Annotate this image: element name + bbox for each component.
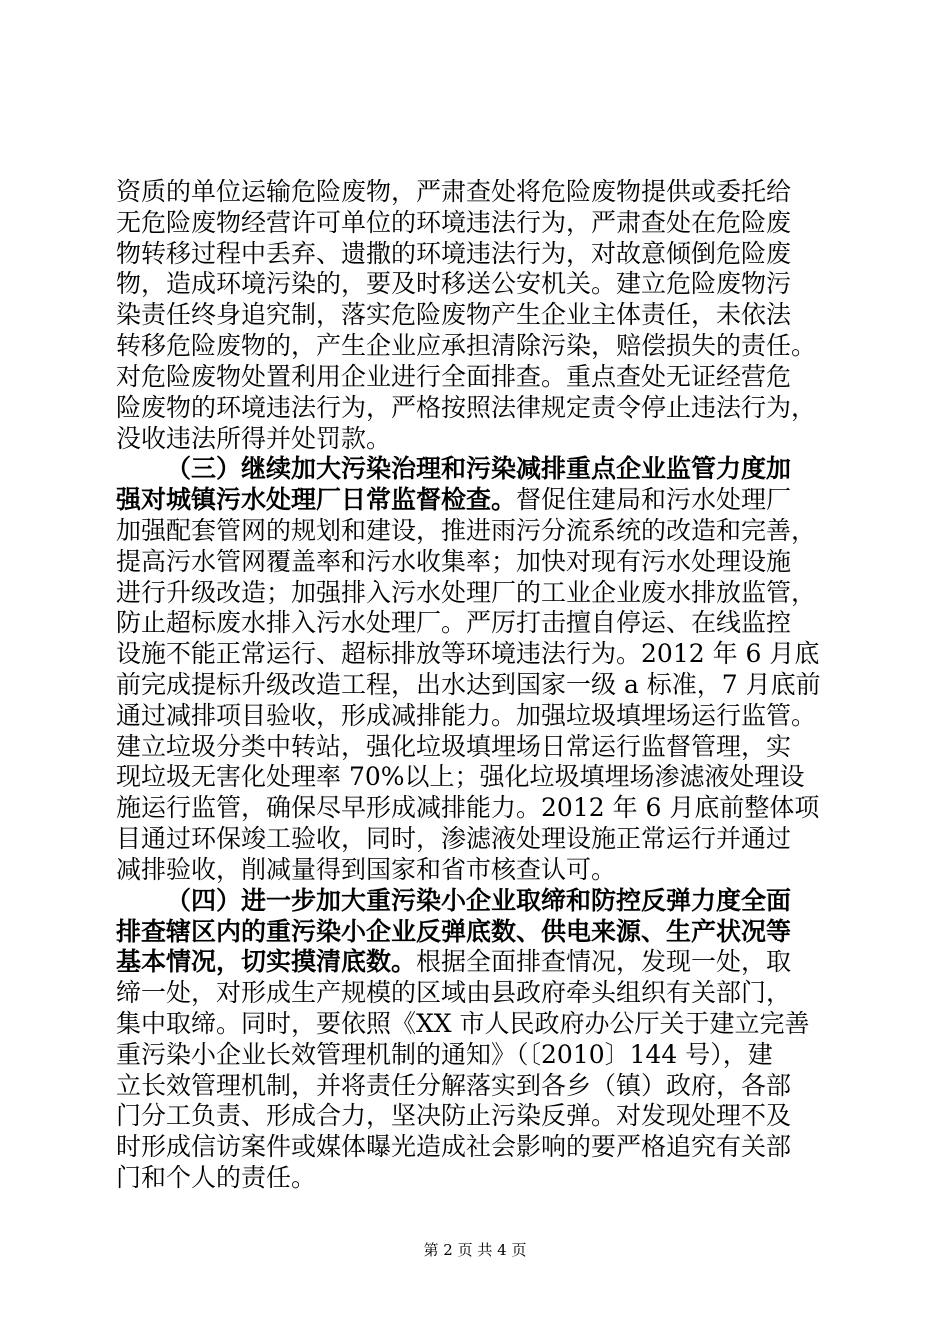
section-4-heading-end: 基本情况，切实摸清底数。 [116, 947, 417, 976]
section-4-heading-continuation: 排查辖区内的重污染小企业反弹底数、供电来源、生产状况等 [116, 917, 792, 946]
body-line: 门和个人的责任。 [116, 1163, 317, 1192]
body-line: 没收违法所得并处罚款。 [116, 424, 392, 453]
body-line: 前完成提标升级改造工程，出水达到国家一级 a 标准，7 月底前 [116, 670, 821, 699]
body-line: 建立垃圾分类中转站，强化垃圾填埋场日常运行监督管理，实 [116, 732, 792, 761]
section-3-heading: （三）继续加大污染治理和污染减排重点企业监管力度加 [166, 454, 792, 483]
body-line: 加强配套管网的规划和建设，推进雨污分流系统的改造和完善， [116, 516, 817, 545]
section-3-heading-continuation [0, 484, 950, 515]
body-line: 物转移过程中丢弃、遗撒的环境违法行为，对故意倾倒危险废 [116, 239, 792, 268]
section-4-text-start: 根据全面排查情况，发现一处，取 [416, 947, 792, 976]
body-line: 无危险废物经营许可单位的环境违法行为，严肃查处在危险废 [116, 208, 792, 237]
section-4-heading: （四）进一步加大重污染小企业取缔和防控反弹力度全面 [166, 886, 792, 915]
body-line: 转移危险废物的，产生企业应承担清除污染，赔偿损失的责任。 [116, 331, 817, 360]
body-line: 门分工负责、形成合力，坚决防止污染反弹。对发现处理不及 [116, 1101, 792, 1130]
body-line: 防止超标废水排入污水处理厂。严厉打击擅自停运、在线监控 [116, 608, 792, 637]
body-line: 施运行监管，确保尽早形成减排能力。2012 年 6 月底前整体项 [116, 793, 820, 822]
body-line: 设施不能正常运行、超标排放等环境违法行为。2012 年 6 月底 [116, 639, 820, 668]
body-line: 立长效管理机制，并将责任分解落实到各乡（镇）政府，各部 [116, 1071, 792, 1100]
body-line: 提高污水管网覆盖率和污水收集率；加快对现有污水处理设施 [116, 547, 792, 576]
section-4-heading-end-line [0, 946, 950, 977]
body-line: 险废物的环境违法行为，严格按照法律规定责令停止违法行为， [116, 393, 817, 422]
body-line: 集中取缔。同时，要依照《XX 市人民政府办公厅关于建立完善 [116, 1009, 810, 1038]
body-line: 对危险废物处置利用企业进行全面排查。重点查处无证经营危 [116, 362, 792, 391]
body-line: 染责任终身追究制，落实危险废物产生企业主体责任，未依法 [116, 300, 792, 329]
body-line: 时形成信访案件或媒体曝光造成社会影响的要严格追究有关部 [116, 1132, 792, 1161]
body-line: 重污染小企业长效管理机制的通知》（〔2010〕144 号），建 [116, 1040, 773, 1069]
body-line: 现垃圾无害化处理率 70%以上；强化垃圾填埋场渗滤液处理设 [116, 762, 805, 791]
body-line: 目通过环保竣工验收，同时，渗滤液处理设施正常运行并通过 [116, 824, 792, 853]
body-line: 资质的单位运输危险废物，严肃查处将危险废物提供或委托给 [116, 177, 792, 206]
body-line: 缔一处，对形成生产规模的区域由县政府牵头组织有关部门， [116, 978, 792, 1007]
body-line: 减排验收，削减量得到国家和省市核查认可。 [116, 855, 617, 884]
body-line: 进行升级改造；加强排入污水处理厂的工业企业废水排放监管， [116, 578, 817, 607]
section-3-heading-end: 强对城镇污水处理厂日常监督检查。 [116, 485, 517, 514]
page-number-footer: 第 2 页 共 4 页 [423, 1241, 527, 1259]
body-line: 通过减排项目验收，形成减排能力。加强垃圾填埋场运行监管。 [116, 701, 817, 730]
body-line: 物，造成环境污染的，要及时移送公安机关。建立危险废物污 [116, 269, 792, 298]
section-3-text-start: 督促住建局和污水处理厂 [516, 485, 792, 514]
